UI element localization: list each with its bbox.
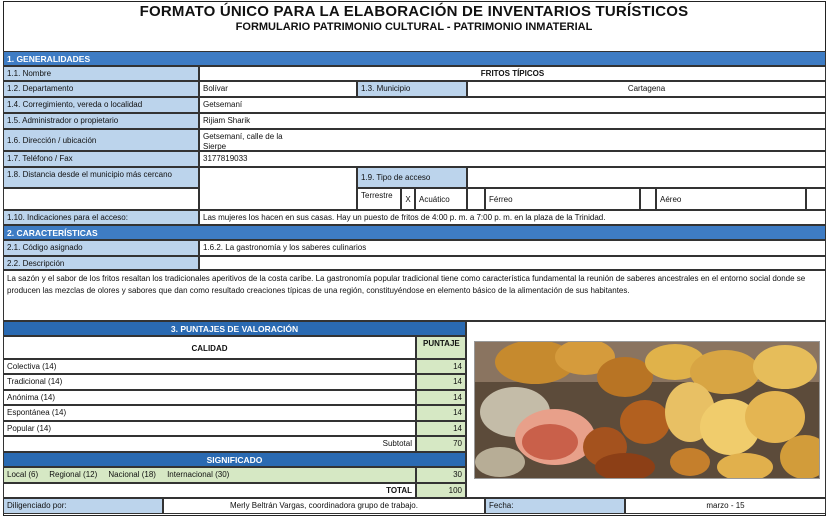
- calidad-header: CALIDAD: [3, 336, 416, 359]
- indicaciones-label: 1.10. Indicaciones para el acceso:: [3, 210, 199, 225]
- acuatico-label: Acuático: [415, 188, 467, 210]
- fecha-value: marzo - 15: [625, 498, 826, 514]
- direccion-value: Getsemaní, calle de la Sierpe: [199, 129, 826, 151]
- calidad-row-label: Anónima (14): [3, 390, 416, 405]
- nombre-label: 1.1. Nombre: [3, 66, 199, 81]
- subtotal-value: 70: [416, 436, 466, 452]
- section-generalidades-header: 1. GENERALIDADES: [3, 51, 826, 66]
- calidad-row-label: Colectiva (14): [3, 359, 416, 374]
- section-puntajes-header: 3. PUNTAJES DE VALORACIÓN: [3, 321, 466, 336]
- terrestre-label: Terrestre: [357, 188, 401, 210]
- tipo-acceso-label: 1.9. Tipo de acceso: [357, 167, 467, 188]
- diligenciado-label: Diligenciado por:: [3, 498, 163, 514]
- significado-value: 30: [416, 467, 466, 483]
- direccion-label: 1.6. Dirección / ubicación: [3, 129, 199, 151]
- fecha-label: Fecha:: [485, 498, 625, 514]
- telefono-label: 1.7. Teléfono / Fax: [3, 151, 199, 167]
- significado-header: SIGNIFICADO: [3, 452, 466, 467]
- corregimiento-label: 1.4. Corregimiento, vereda o localidad: [3, 97, 199, 113]
- terrestre-mark: X: [401, 188, 415, 210]
- calidad-row-value: 14: [416, 359, 466, 374]
- descripcion-blank: [199, 256, 826, 270]
- telefono-value: 3177819033: [199, 151, 826, 167]
- tipo-acceso-blank: [467, 167, 826, 188]
- calidad-row-value: 14: [416, 390, 466, 405]
- corregimiento-value: Getsemaní: [199, 97, 826, 113]
- codigo-label: 2.1. Código asignado: [3, 240, 199, 256]
- total-label: TOTAL: [3, 483, 416, 498]
- descripcion-value: La sazón y el sabor de los fritos resaltan los tradicionales aperitivos de la costa caribe. La gastronomía popular tradicional tiene como característica fundamental la reunión de saberes ancestrales en el entorno social donde se producen las mezclas de olores y sabores que dan como resultado creaciones típicas de una región, constituyéndose en elemento básico de la alimentación de sus habitantes.: [3, 270, 826, 321]
- departamento-value: Bolívar: [199, 81, 357, 97]
- ferreo-label: Férreo: [485, 188, 640, 210]
- ferreo-mark: [640, 188, 656, 210]
- page-title: FORMATO ÚNICO PARA LA ELABORACIÓN DE INVENTARIOS TURÍSTICOS: [139, 3, 689, 20]
- distancia-blank: [3, 188, 199, 210]
- calidad-row-value: 14: [416, 374, 466, 390]
- total-value: 100: [416, 483, 466, 498]
- puntaje-header: PUNTAJE: [416, 336, 466, 359]
- distancia-value: [199, 167, 357, 210]
- municipio-label: 1.3. Municipio: [357, 81, 467, 97]
- departamento-label: 1.2. Departamento: [3, 81, 199, 97]
- calidad-row-label: Popular (14): [3, 421, 416, 436]
- calidad-row-value: 14: [416, 405, 466, 421]
- codigo-value: 1.6.2. La gastronomía y los saberes culinarios: [199, 240, 826, 256]
- calidad-row-label: Espontánea (14): [3, 405, 416, 421]
- fritos-image: [475, 342, 820, 479]
- descripcion-label: 2.2. Descripción: [3, 256, 199, 270]
- nombre-value: FRITOS TÍPICOS: [199, 66, 826, 81]
- page-subtitle: FORMULARIO PATRIMONIO CULTURAL - PATRIMONIO INMATERIAL: [235, 21, 593, 33]
- calidad-row-value: 14: [416, 421, 466, 436]
- administrador-label: 1.5. Administrador o propietario: [3, 113, 199, 129]
- calidad-row-label: Tradicional (14): [3, 374, 416, 390]
- municipio-value: Cartagena: [467, 81, 826, 97]
- aereo-mark: [806, 188, 826, 210]
- diligenciado-value: Merly Beltrán Vargas, coordinadora grupo de trabajo.: [163, 498, 485, 514]
- indicaciones-value: Las mujeres los hacen en sus casas. Hay un puesto de fritos de 4:00 p. m. a 7:00 p. m. en la plaza de la Trinidad.: [199, 210, 826, 225]
- section-caracteristicas-header: 2. CARACTERÍSTICAS: [3, 225, 826, 240]
- distancia-label: 1.8. Distancia desde el municipio más cercano: [3, 167, 199, 188]
- administrador-value: Rijiam Sharik: [199, 113, 826, 129]
- acuatico-mark: [467, 188, 485, 210]
- aereo-label: Aéreo: [656, 188, 806, 210]
- significado-items: Local (6) Regional (12) Nacional (18) Internacional (30): [3, 467, 416, 483]
- food-photo: [474, 341, 820, 479]
- subtotal-label: Subtotal: [3, 436, 416, 452]
